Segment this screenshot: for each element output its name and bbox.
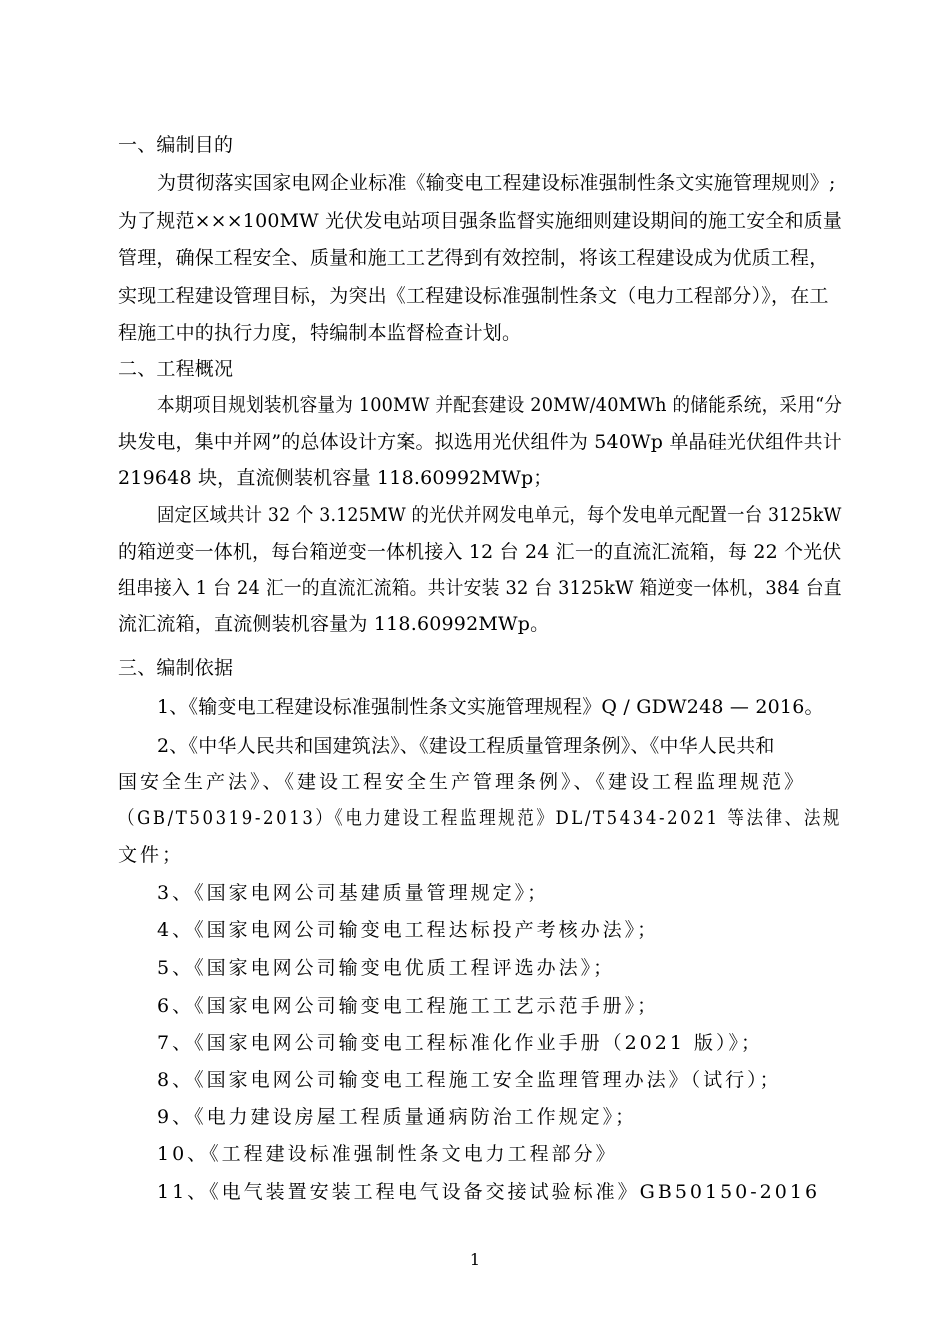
basis-item-9: 9、《电力建设房屋工程质量通病防治工作规定》； xyxy=(157,1106,638,1128)
paragraph-line: 为贯彻落实国家电网企业标准《输变电工程建设标准强制性条文实施管理规则》; xyxy=(157,172,836,194)
paragraph-line: 组串接入 1 台 24 汇一的直流汇流箱。共计安装 32 台 3125kW 箱逆变一体机，384 台直 xyxy=(118,577,842,599)
basis-item-7: 7、《国家电网公司输变电工程标准化作业手册（2021 版）》； xyxy=(157,1032,763,1054)
basis-item-5: 5、《国家电网公司输变电优质工程评选办法》； xyxy=(157,957,616,979)
paragraph-line: 国安全生产法》、《建设工程安全生产管理条例》、《建设工程监理规范》 xyxy=(118,771,807,793)
basis-item-10: 10、《工程建设标准强制性条文电力工程部分》 xyxy=(157,1143,618,1165)
paragraph-line: 固定区域共计 32 个 3.125MW 的光伏并网发电单元，每个发电单元配置一台 3125kW xyxy=(157,504,842,526)
paragraph-line: 实现工程建设管理目标，为突出《工程建设标准强制性条文（电力工程部分）》，在工 xyxy=(118,285,829,307)
basis-item-1: 1、《输变电工程建设标准强制性条文实施管理规程》Q / GDW248 — 2016。 xyxy=(157,696,824,718)
basis-item-2: 2、《中华人民共和国建筑法》、《建设工程质量管理条例》、《中华人民共和 xyxy=(157,735,775,757)
basis-item-3: 3、《国家电网公司基建质量管理规定》； xyxy=(157,882,550,904)
paragraph-line: 219648 块，直流侧装机容量 118.60992MWp； xyxy=(118,467,553,489)
heading-overview: 二、工程概况 xyxy=(118,358,234,380)
paragraph-line: 的箱逆变一体机，每台箱逆变一体机接入 12 台 24 汇一的直流汇流箱，每 22 个光伏 xyxy=(118,541,842,563)
paragraph-line: （GB/T50319-2013）《电力建设工程监理规范》DL/T5434-2021 等法律、法规 xyxy=(118,807,843,829)
heading-purpose: 一、编制目的 xyxy=(118,134,234,156)
paragraph-line: 为了规范×××100MW 光伏发电站项目强条监督实施细则建设期间的施工安全和质量 xyxy=(118,210,843,232)
paragraph-line: 程施工中的执行力度，特编制本监督检查计划。 xyxy=(118,322,522,344)
paragraph-line: 流汇流箱，直流侧装机容量为 118.60992MWp。 xyxy=(118,613,550,635)
basis-item-11: 11、《电气装置安装工程电气设备交接试验标准》GB50150-2016 xyxy=(157,1181,821,1203)
paragraph-line: 管理，确保工程安全、质量和施工工艺得到有效控制，将该工程建设成为优质工程， xyxy=(118,247,829,269)
paragraph-line: 文件； xyxy=(118,844,185,866)
paragraph-line: 块发电，集中并网”的总体设计方案。拟选用光伏组件为 540Wp 单晶硅光伏组件共计 xyxy=(118,431,842,453)
basis-item-8: 8、《国家电网公司输变电工程施工安全监理管理办法》（试行）； xyxy=(157,1069,782,1091)
basis-item-4: 4、《国家电网公司输变电工程达标投产考核办法》； xyxy=(157,919,660,941)
basis-item-6: 6、《国家电网公司输变电工程施工工艺示范手册》； xyxy=(157,995,660,1017)
heading-basis: 三、编制依据 xyxy=(118,657,234,679)
page-number: 1 xyxy=(469,1250,481,1269)
paragraph-line: 本期项目规划装机容量为 100MW 并配套建设 20MW/40MWh 的储能系统，采用“分 xyxy=(157,394,843,416)
